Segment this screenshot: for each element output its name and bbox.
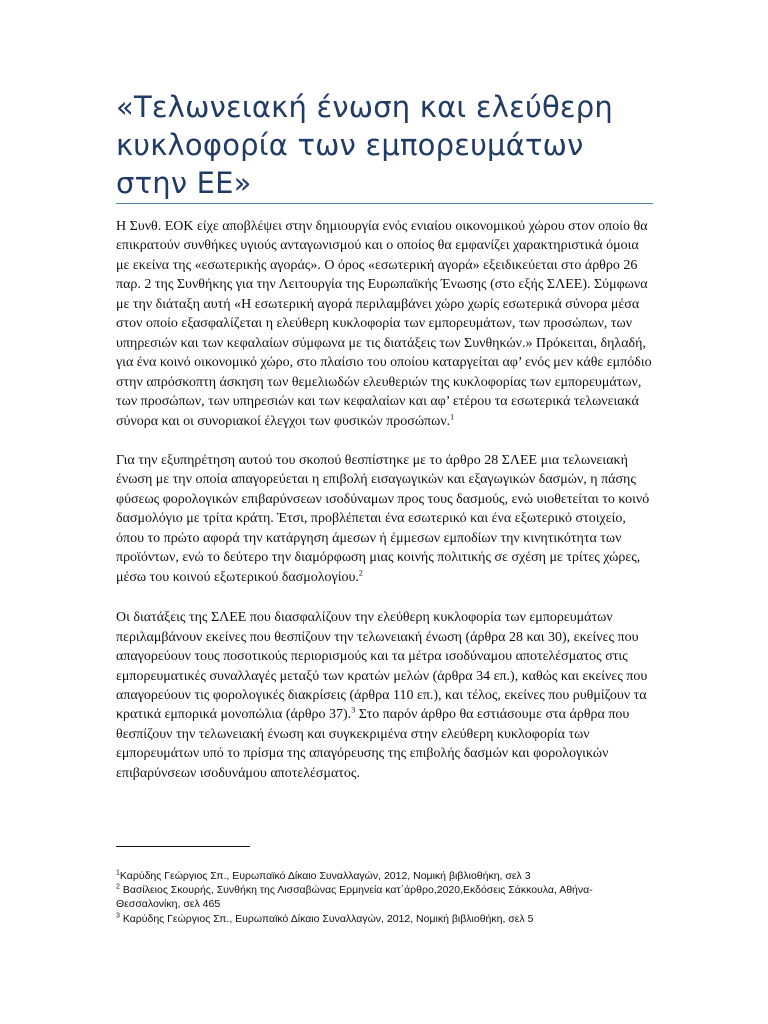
footnote-mark-3: 3 bbox=[116, 912, 120, 920]
paragraph-2 bbox=[116, 451, 654, 587]
footnote-mark-1: 1 bbox=[116, 869, 120, 877]
footnote-ref-1[interactable]: 1 bbox=[450, 411, 455, 421]
footnote-ref-2[interactable]: 2 bbox=[358, 568, 363, 578]
footnotes bbox=[116, 869, 656, 926]
footnote-2 bbox=[116, 883, 656, 911]
footnote-1 bbox=[116, 869, 656, 883]
paragraph-2-text: Για την εξυπηρέτηση αυτού του σκοπού θεσπίστηκε με το άρθρο 28 ΣΛΕΕ μια τελωνειακή ένωση με την οποία απαγορεύεται η επιβολή εισαγωγικών και εξαγωγικών δασμών, η πάσης φύσεως φορολογικών επιβαρύνσεων ισοδύναμων προς τους δασμούς, ενώ υιοθετείται το κοινό δασμολόγιο με τρίτα κράτη. Έτσι, προβλέπεται ένα εσωτερικό και ένα εξωτερικό στοιχείο, όπου το πρώτο αφορά την κατάργηση άμεσων ή έμμεσων εμποδίων την κινητικότητα των προϊόντων, ενώ το δεύτερο την διαμόρφωση μιας κοινής πολιτικής σε σχέση με τρίτες χώρες, μέσω του κοινού εξωτερικού δασμολογίου. bbox=[116, 452, 650, 585]
title-underline bbox=[116, 203, 653, 204]
footnote-2-text: Βασίλειος Σκουρής, Συνθήκη της Λισσαβώνας Ερμηνεία κατ΄άρθρο,2020,Εκδόσεις Σάκκουλα, Αθήνα-Θεσσαλονίκη, σελ 465 bbox=[116, 884, 593, 911]
paragraph-3-text: Οι διατάξεις της ΣΛΕΕ που διασφαλίζουν την ελεύθερη κυκλοφορία των εμπορευμάτων περιλαμβάνουν εκείνες που θεσπίζουν την τελωνειακή ένωση (άρθρα 28 και 30), εκείνες που απαγορεύουν τους ποσοτικούς περιορισμούς και τα μέτρα ισοδύναμου αποτελέσματος στις εμπορευματικές συναλλαγές μεταξύ των κρατών μελών (άρθρα 34 επ.), καθώς και εκείνες που απαγορεύουν τις φορολογικές διακρίσεις (άρθρα 110 επ.), και τέλος, εκείνες που ρυθμίζουν τα κρατικά εμπορικά μονοπώλια (άρθρο 37). bbox=[116, 610, 648, 723]
footnote-separator bbox=[116, 846, 250, 847]
paragraph-3-text-after: Στο παρόν άρθρο θα εστιάσουμε στα άρθρα που θεσπίζουν την τελωνειακή ένωση και συγκεκριμένα στην ελεύθερη κυκλοφορία των εμπορευμάτων υπό το πρίσμα της απαγόρευσης της επιβολής δασμών και φορολογικών επιβαρύνσεων ισοδυνάμου αποτελέσματος. bbox=[116, 707, 630, 781]
document-body bbox=[116, 217, 654, 803]
footnote-3 bbox=[116, 912, 656, 926]
footnote-mark-2: 2 bbox=[116, 883, 120, 891]
paragraph-1-text: Η Συνθ. ΕΟΚ είχε αποβλέψει στην δημιουργία ενός ενιαίου οικονομικού χώρου στον οποίο θα επικρατούν συνθήκες υγιούς ανταγωνισμού και ο οποίος θα εμφανίζει χαρακτηριστικά όμοια με εκείνα της «εσωτερικής αγοράς». Ο όρος «εσωτερική αγορά» εξειδικεύεται στο άρθρο 26 παρ. 2 της Συνθήκης για την Λειτουργία της Ευρωπαϊκής Ένωσης (στο εξής ΣΛΕΕ). Σύμφωνα με την διάταξη αυτή «Η εσωτερική αγορά περιλαμβάνει χώρο χωρίς εσωτερικά σύνορα μέσα στον οποίο εξασφαλίζεται η ελεύθερη κυκλοφορία των εμπορευμάτων, των προσώπων, των υπηρεσιών και των κεφαλαίων σύμφωνα με τις διατάξεις των Συνθηκών.» Πρόκειται, δηλαδή, για ένα κοινό οικονομικό χώρο, στο πλαίσιο του οποίου καταργείται αφ’ ενός μεν κάθε εμπόδιο στην απρόσκοπτη άσκηση των θεμελιωδών ελευθεριών της κυκλοφορίας των εμπορευμάτων, των προσώπων, των υπηρεσιών και των κεφαλαίων και αφ’ ετέρου τα εσωτερικά τελωνειακά σύνορα και οι συνοριακοί έλεγχοι των φυσικών προσώπων. bbox=[116, 219, 652, 429]
document-title: «Τελωνειακή ένωση και ελεύθερη κυκλοφορία των εμπορευμάτων στην ΕΕ» bbox=[116, 90, 613, 200]
footnote-3-text: Καρύδης Γεώργιος Σπ., Ευρωπαϊκό Δίκαιο Συναλλαγών, 2012, Νομική βιβλιοθήκη, σελ 5 bbox=[119, 912, 534, 925]
footnote-ref-3[interactable]: 3 bbox=[351, 705, 356, 715]
paragraph-1 bbox=[116, 217, 654, 431]
footnote-1-text: Καρύδης Γεώργιος Σπ., Ευρωπαϊκό Δίκαιο Συναλλαγών, 2012, Νομική βιβλιοθήκη, σελ 3 bbox=[119, 870, 531, 882]
paragraph-3 bbox=[116, 608, 654, 783]
